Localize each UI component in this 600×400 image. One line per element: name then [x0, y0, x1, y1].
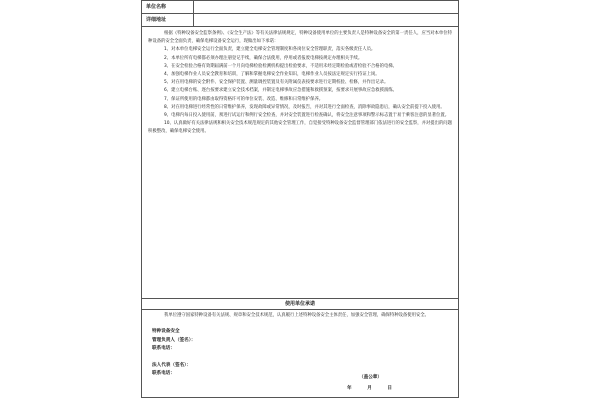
- commitment-item: 5、对在用电梯的安全附件、安全保护装置、测量调控装置及有关附属仪表按要求进行定期校验、检修，并作出记录。: [164, 80, 389, 86]
- commitment-item: 6、建立电梯台账、逐台按要求建立安全技术档案，并制定电梯事故应急措施和救援预案，按要求开展事故应急救援演练。: [164, 88, 397, 94]
- address-label: 详细地址: [142, 14, 194, 26]
- commitment-item: 2、本单位所有电梯都必须办理注册登记手续，确保合法使用，停用或者报废电梯按规定办理相关手续。: [164, 55, 363, 61]
- manager-phone-label: 联系电话：: [152, 346, 175, 352]
- unit-name-field[interactable]: [194, 1, 458, 13]
- commitment-form: [141, 0, 459, 398]
- manager-signature-label: 管理负责人（签名）：: [152, 337, 196, 343]
- unit-name-label: 单位名称: [142, 1, 194, 13]
- official-seal-label: （盖公章）: [359, 375, 382, 380]
- address-field[interactable]: [194, 14, 458, 26]
- dept-label: 特种设备安全: [152, 329, 180, 335]
- address-row: [142, 14, 458, 27]
- commitment-intro: 根据《特种设备安全监察条例》、《安全生产法》等有关法律法规规定，特种设备使用单位的主要负责人是特种设备安全的第一责任人，应当对本单位特种设备的安全全面负责，确保电梯设备安全运行，现做出如下承诺：: [148, 31, 452, 45]
- commitment-item: 3、在安全检验合格有效期届满前一个月向电梯检验检测机构提出检验要求，不适用未经定期检验或者检验不合格的电梯。: [164, 63, 397, 69]
- legal-rep-phone-label: 联系电话：: [152, 371, 175, 377]
- pledge-body: [142, 310, 458, 320]
- pledge-title: 使用单位承诺: [142, 299, 458, 310]
- signature-block: [142, 320, 458, 379]
- commitment-body: [142, 27, 458, 299]
- commitment-item: 8、对在用电梯进行经常性的日常维护保养，发现故障或异常情况，及时报告，并对其进行全面检查，消除事故隐患后，确认安全前提下投入使用。: [164, 104, 445, 110]
- unit-name-row: [142, 1, 458, 14]
- commitment-item: 4、加强电梯作业人员安全教育和培训，了解和掌握电梯安全作业知识，电梯作业人员按法定规定实行持证上岗。: [164, 72, 380, 78]
- date-label: 年 月 日: [347, 386, 392, 391]
- commitment-item: 7、保证所使用的电梯都由取得资格许可的单位安装、改造、维修和日常维护保养。: [164, 96, 324, 102]
- commitment-item: 1、对本单位电梯安全运行全面负责，建立健全电梯安全管理制度和各岗位安全管理职责，落实各级责任人员。: [164, 47, 376, 53]
- commitment-item: 10、认真做好有关法律法规和相关安全技术规范规定的其他安全管理工作，自觉接受特种设备安全监督管理部门依法进行的安全监察，并对提出的问题积极整改，确保电梯安全使用。: [148, 121, 452, 135]
- commitment-item: 9、电梯内每日投入使用前，须进行试运行和例行安全检查，并对安全装置进行检查确认，将安全注意事项和警示标志置于易于乘客注意的显著位置。: [164, 113, 450, 119]
- pledge-text: 我单位遵守国家特种设备有关法规、规章和安全技术规范，认真履行上述特种设备安全主体责任，加强安全管理，确保特种设备使用安全。: [164, 313, 429, 318]
- legal-rep-signature-label: 法人代表（签名）：: [152, 362, 192, 368]
